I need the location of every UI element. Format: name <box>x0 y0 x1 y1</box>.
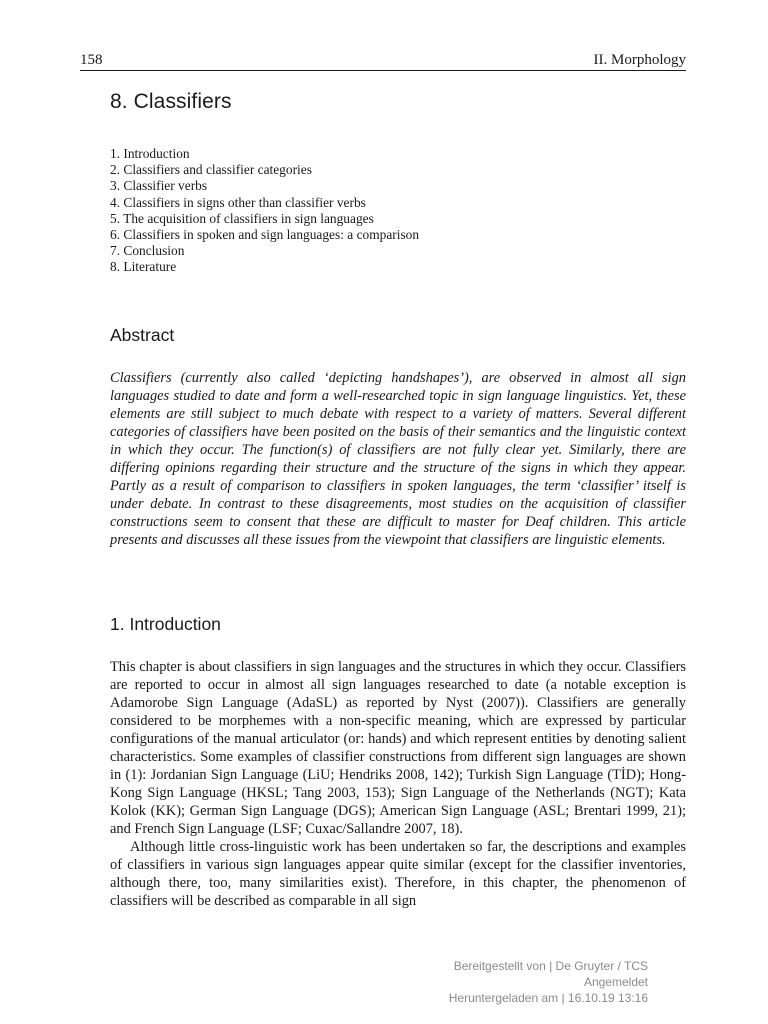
page-number: 158 <box>80 52 103 68</box>
chapter-title: 8. Classifiers <box>110 90 232 113</box>
introduction-body <box>110 658 686 910</box>
toc-item: 5. The acquisition of classifiers in sign languages <box>110 210 374 226</box>
download-stamp <box>449 958 648 1006</box>
login-status: Angemeldet <box>583 975 648 989</box>
toc-item: 7. Conclusion <box>110 243 185 259</box>
running-header <box>80 52 686 71</box>
toc-item: 1. Introduction <box>110 146 190 161</box>
toc-item: 8. Literature <box>110 259 177 275</box>
toc-item: 2. Classifiers and classifier categories <box>110 162 312 178</box>
body-paragraph: Although little cross-linguistic work has been undertaken so far, the descriptions and examples of classifiers in various sign languages appear quite similar (except for the classifier inventories, although there, too, many similarities exist). Therefore, in this chapter, the phenomenon of classifiers will be described as comparable in all sign <box>110 839 686 909</box>
abstract-heading: Abstract <box>110 325 175 345</box>
body-paragraph: This chapter is about classifiers in sign languages and the structures in which they occur. Classifiers are reported to occur in almost all sign languages researched to date (a notable exception is Adamorobe Sign Language (AdaSL) as reported by Nyst (2007)). Classifiers are generally considered to be morphemes with a non-specific meaning, which are expressed by particular configurations of the manual articulator (or: hands) and which represent entities by denoting salient characteristics. Some examples of classifier constructions from different sign languages are shown in (1): Jordanian Sign Language (LiU; Hendriks 2008, 142); Turkish Sign Language (TİD); Hong-Kong Sign Language (HKSL; Tang 2003, 153); Sign Language of the Netherlands (NGT); Kata Kolok (KK); German Sign Language (DGS); American Sign Language (ASL; Brentari 1999, 21); and French Sign Language (LSF; Cuxac/Sallandre 2007, 18). <box>110 659 686 837</box>
running-title: II. Morphology <box>593 52 686 68</box>
introduction-heading: 1. Introduction <box>110 614 221 634</box>
toc-item: 4. Classifiers in signs other than classifier verbs <box>110 194 366 210</box>
toc-item: 6. Classifiers in spoken and sign languages: a comparison <box>110 227 420 243</box>
abstract-text: Classifiers (currently also called ‘depicting handshapes’), are observed in almost all sign languages studied to date and form a well-researched topic in sign language linguistics. Yet, these elements are still subject to much debate with respect to a variety of matters. Several different categories of classifiers have been posited on the basis of their semantics and the linguistic context in which they occur. The function(s) of classifiers are not fully clear yet. Similarly, there are differing opinions regarding their structure and the structure of the signs in which they appear. Partly as a result of comparison to classifiers in spoken languages, the term ‘classifier’ itself is under debate. In contrast to these disagreements, most studies on the acquisition of classifier constructions seem to consent that these are difficult to master for Deaf children. This article presents and discusses all these issues from the viewpoint that classifiers are linguistic elements. <box>110 370 686 548</box>
toc-item: 3. Classifier verbs <box>110 178 208 194</box>
provider-line: Bereitgestellt von | De Gruyter / TCS <box>453 959 648 973</box>
table-of-contents <box>110 146 419 276</box>
download-timestamp: Heruntergeladen am | 16.10.19 13:16 <box>448 991 648 1005</box>
